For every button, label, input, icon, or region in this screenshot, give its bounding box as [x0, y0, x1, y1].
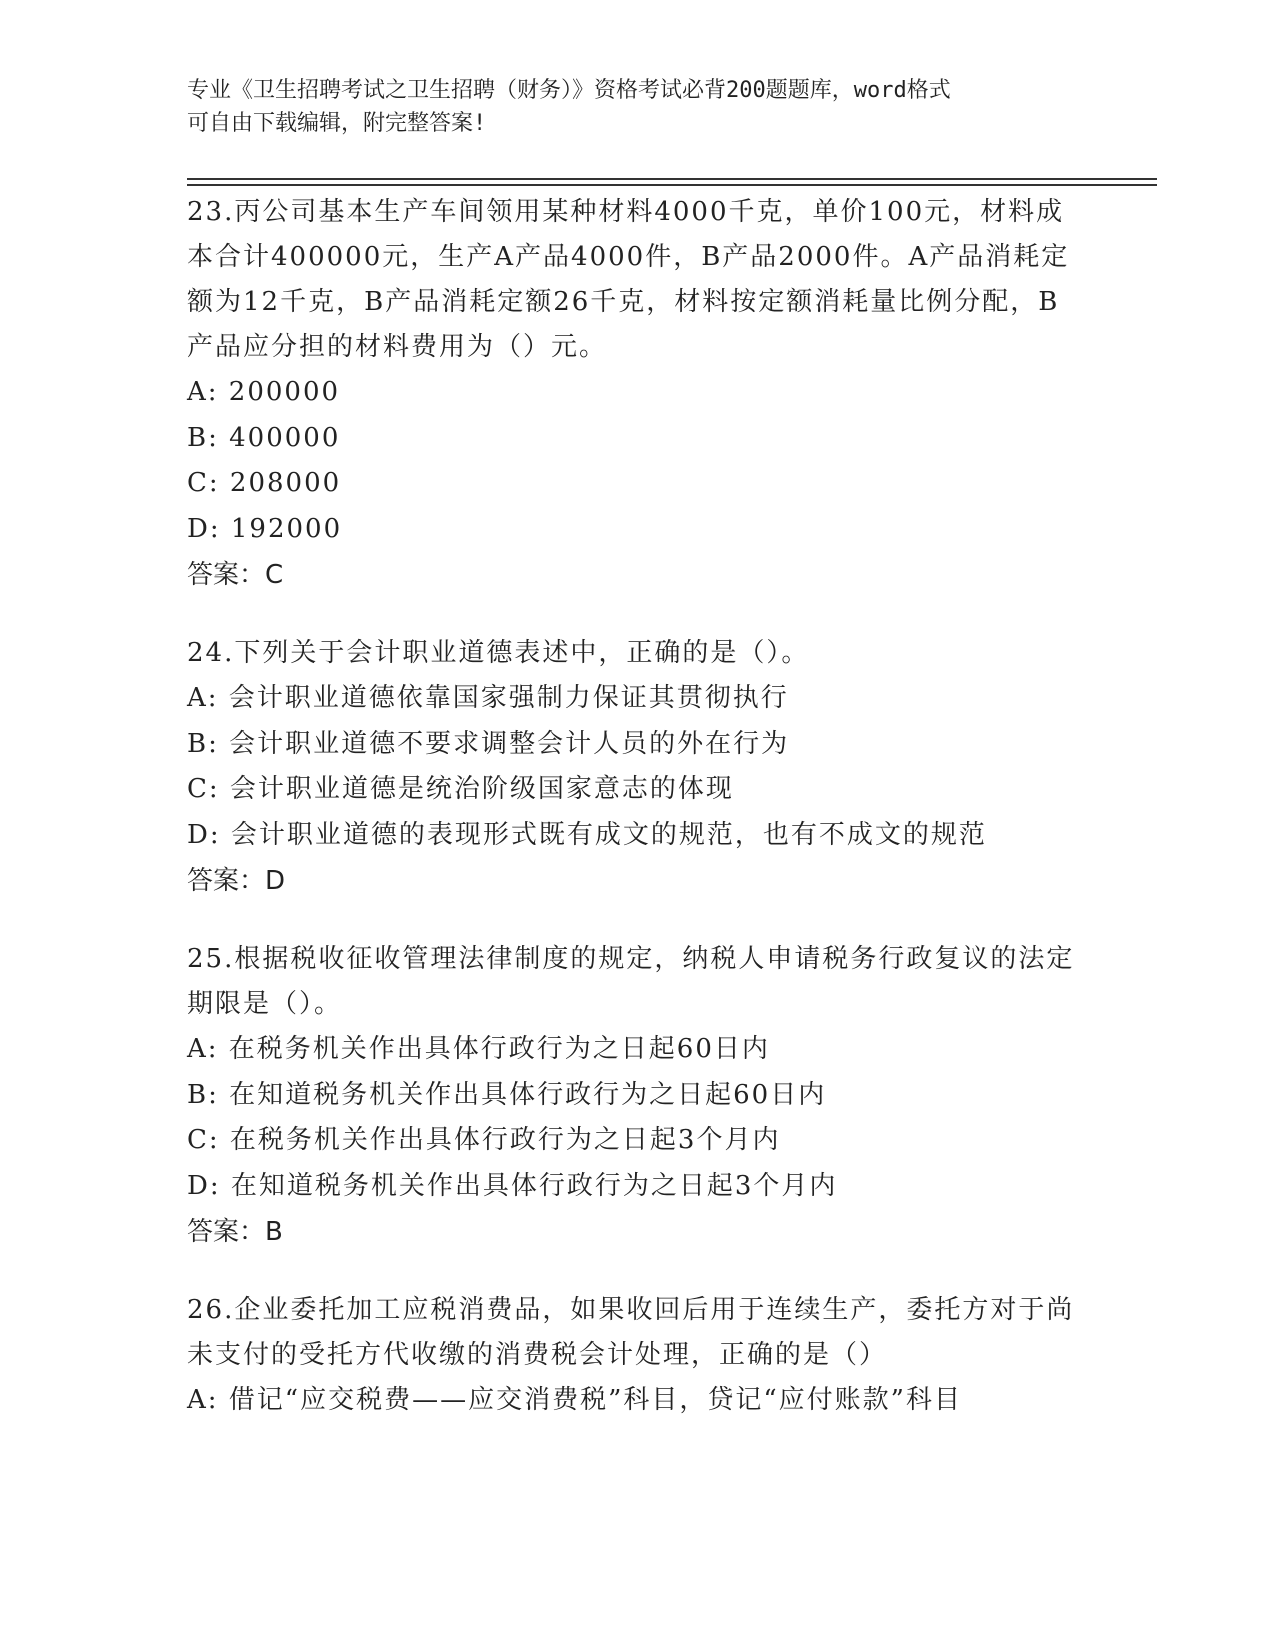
question-list [187, 190, 1087, 1457]
option-d: D: 在知道税务机关作出具体行政行为之日起3个月内 [187, 1170, 838, 1201]
option-b: B: 会计职业道德不要求调整会计人员的外在行为 [187, 728, 790, 759]
option-c: C: 会计职业道德是统治阶级国家意志的体现 [187, 774, 734, 804]
question-24 [187, 631, 1087, 904]
option-a: A: 在税务机关作出具体行政行为之日起60日内 [187, 1034, 770, 1064]
option-a: A: 借记“应交税费——应交消费税”科目，贷记“应付账款”科目 [187, 1385, 962, 1415]
header-divider-top [187, 178, 1157, 180]
answer-line: 答案：B [187, 1217, 283, 1247]
question-stem: 26.企业委托加工应税消费品，如果收回后用于连续生产，委托方对于尚未支付的受托方代收缴的消费税会计处理，正确的是（） [187, 1295, 1075, 1370]
option-d: D: 会计职业道德的表现形式既有成文的规范，也有不成文的规范 [187, 819, 987, 850]
question-23 [187, 190, 1087, 598]
option-b: B: 在知道税务机关作出具体行政行为之日起60日内 [187, 1079, 827, 1110]
header-line-1: 专业《卫生招聘考试之卫生招聘（财务）》资格考试必背200题题库，word格式 [187, 78, 951, 103]
answer-line: 答案：C [187, 560, 284, 590]
question-26 [187, 1288, 1087, 1424]
document-header [187, 74, 1087, 140]
header-line-2: 可自由下载编辑，附完整答案! [187, 111, 487, 136]
header-divider-bottom [187, 184, 1157, 186]
question-25 [187, 937, 1087, 1255]
question-stem: 24.下列关于会计职业道德表述中，正确的是（）。 [187, 638, 810, 668]
option-b: B: 400000 [187, 422, 341, 453]
option-d: D: 192000 [187, 513, 343, 544]
option-c: C: 在税务机关作出具体行政行为之日起3个月内 [187, 1125, 781, 1155]
answer-line: 答案：D [187, 866, 286, 896]
option-a: A: 200000 [187, 377, 341, 407]
question-stem: 25.根据税收征收管理法律制度的规定，纳税人申请税务行政复议的法定期限是（）。 [187, 944, 1075, 1019]
option-c: C: 208000 [187, 468, 342, 498]
option-a: A: 会计职业道德依靠国家强制力保证其贯彻执行 [187, 683, 789, 713]
question-stem: 23.丙公司基本生产车间领用某种材料4000千克，单价100元，材料成本合计400000元，生产A产品4000件，B产品2000件。A产品消耗定额为12千克，B产品消耗定额26千克，材料按定额消耗量比例分配，B产品应分担的材料费用为（）元。 [187, 197, 1070, 362]
